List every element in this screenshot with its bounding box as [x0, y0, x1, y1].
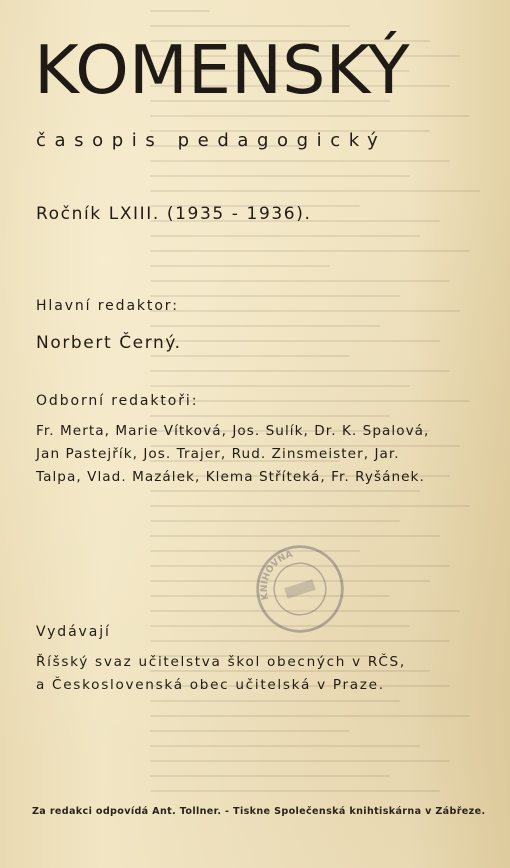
publisher-line: Říšský svaz učitelstva škol obecných v RČS,	[36, 654, 406, 670]
journal-title: KOMENSKÝ	[34, 31, 410, 109]
expert-editors-line: Jan Pastejřík, Jos. Trajer, Rud. Zinsmeister, Jar.	[36, 446, 400, 462]
publisher-line: a Československá obec učitelská v Praze.	[36, 677, 385, 693]
volume-line: Ročník LXIII. (1935 - 1936).	[36, 204, 312, 224]
expert-editors-line: Fr. Merta, Marie Vítková, Jos. Sulík, Dr. K. Spalová,	[36, 423, 430, 439]
stamp-ring-text: KNIHOVNA	[258, 548, 295, 601]
chief-editor-name: Norbert Černý.	[36, 333, 182, 353]
chief-editor-label: Hlavní redaktor:	[36, 298, 179, 314]
journal-subtitle: časopis pedagogický	[36, 130, 387, 151]
expert-editors-label: Odborní redaktoři:	[36, 393, 199, 409]
library-stamp	[242, 531, 358, 647]
publishers-label: Vydávají	[36, 624, 111, 640]
expert-editors-line: Talpa, Vlad. Mazálek, Klema Stříteká, Fr. Ryšánek.	[36, 469, 425, 485]
imprint-footer: Za redakci odpovídá Ant. Tollner. - Tiskne Společenská knihtiskárna v Zábřeze.	[32, 806, 486, 817]
